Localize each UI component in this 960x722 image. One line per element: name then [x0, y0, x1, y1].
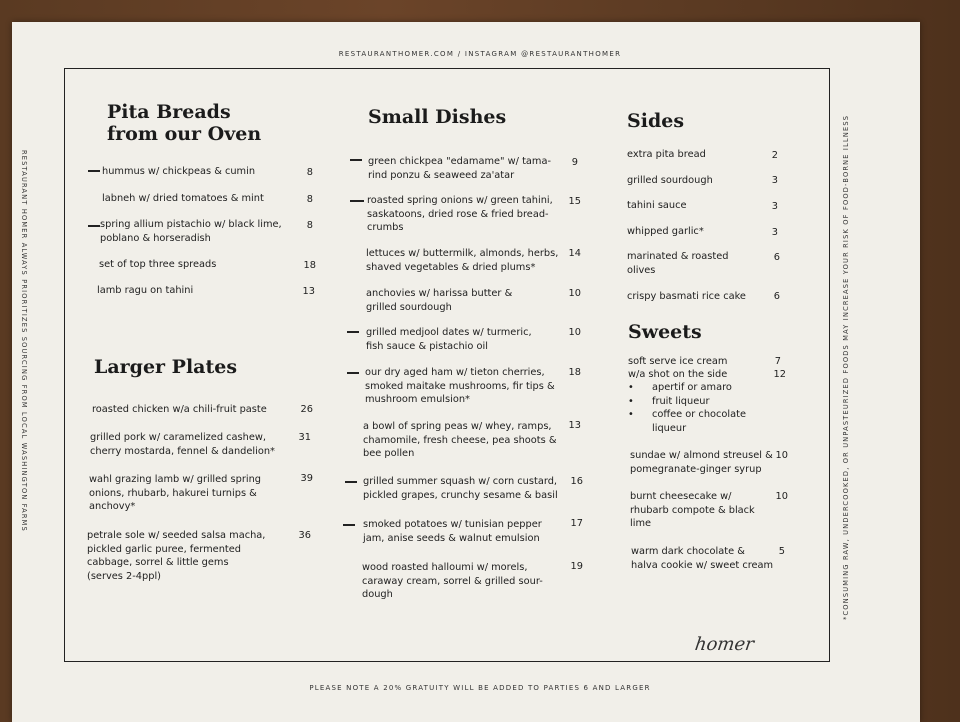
menu-item-price: 10 [568, 288, 581, 299]
menu-item: lamb ragu on tahini [97, 285, 194, 296]
menu-item-price: 16 [570, 476, 583, 487]
sourcing-note: RESTAURANT HOMER ALWAYS PRIORITIZES SOURCING FROM LOCAL WASHINGTON FARMS [20, 150, 28, 532]
menu-item: sundae w/ almond streusel & pomegranate-ginger syrup [630, 450, 773, 475]
menu-item-price: 5 [778, 546, 785, 557]
menu-item-price: 18 [303, 260, 316, 271]
menu-item: spring allium pistachio w/ black lime, poblano & horseradish [100, 219, 282, 244]
menu-item-price: 8 [306, 220, 313, 231]
menu-item: a bowl of spring peas w/ whey, ramps, chamomile, fresh cheese, pea shoots & bee pollen [363, 421, 557, 459]
section-title-sides: Sides [627, 110, 685, 132]
pen-mark [345, 481, 357, 483]
menu-item: smoked potatoes w/ tunisian pepper jam, anise seeds & walnut emulsion [363, 519, 542, 544]
menu-item: grilled medjool dates w/ turmeric, fish sauce & pistachio oil [366, 327, 532, 352]
menu-item: marinated & roasted olives [627, 251, 729, 276]
menu-item-price: 10 [775, 491, 788, 502]
menu-item: tahini sauce [627, 200, 687, 211]
menu-item-price: 39 [300, 473, 313, 484]
menu-item: soft serve ice cream [628, 356, 728, 367]
menu-item: roasted spring onions w/ green tahini, saskatoons, dried rose & fried bread- crumbs [367, 195, 553, 233]
menu-item-price: 6 [773, 291, 780, 302]
menu-item-price: 31 [298, 432, 311, 443]
gratuity-note: PLEASE NOTE A 20% GRATUITY WILL BE ADDED TO PARTIES 6 AND LARGER [309, 684, 651, 692]
shot-option: • apertif or amaro [652, 381, 746, 395]
menu-item-price: 19 [570, 561, 583, 572]
menu-item: set of top three spreads [99, 259, 217, 270]
menu-item: hummus w/ chickpeas & cumin [102, 166, 256, 177]
menu-item-price: 12 [773, 369, 786, 380]
section-title-small-dishes: Small Dishes [368, 106, 507, 128]
menu-item: whipped garlic* [627, 226, 704, 237]
menu-item: wood roasted halloumi w/ morels, caraway cream, sorrel & grilled sour- dough [362, 562, 543, 600]
menu-item: green chickpea "edamame" w/ tama- rind ponzu & seaweed za'atar [368, 156, 551, 181]
shot-option: • coffee or chocolate liqueur [652, 408, 746, 435]
menu-item-price: 18 [568, 367, 581, 378]
menu-item-price: 9 [571, 157, 578, 168]
menu-item-price: 15 [568, 196, 581, 207]
shot-options-list [652, 381, 746, 435]
menu-item-price: 10 [568, 327, 581, 338]
menu-item-price: 13 [302, 286, 315, 297]
menu-item-price: 17 [570, 518, 583, 529]
menu-item: grilled sourdough [627, 175, 713, 186]
section-title-larger-plates: Larger Plates [94, 356, 238, 378]
menu-item: roasted chicken w/a chili-fruit paste [92, 404, 267, 415]
menu-item: labneh w/ dried tomatoes & mint [102, 193, 264, 204]
menu-item: w/a shot on the side [628, 369, 728, 380]
menu-item: warm dark chocolate & halva cookie w/ sweet cream [631, 546, 774, 571]
menu-item: crispy basmati rice cake [627, 291, 746, 302]
menu-item: extra pita bread [627, 149, 706, 160]
section-title-pita: Pita Breads from our Oven [107, 101, 262, 145]
homer-logo: homer [693, 634, 756, 655]
pen-mark [350, 159, 362, 161]
menu-item: grilled pork w/ caramelized cashew, cherry mostarda, fennel & dandelion* [90, 432, 275, 457]
menu-item-price: 13 [568, 420, 581, 431]
food-safety-note: *CONSUMING RAW, UNDERCOOKED, OR UNPASTEURIZED FOODS MAY INCREASE YOUR RISK OF FOOD-BORNE ILLNESS [842, 114, 850, 620]
contact-line: RESTAURANTHOMER.COM / INSTAGRAM @RESTAURANTHOMER [338, 50, 622, 58]
menu-item: grilled summer squash w/ corn custard, pickled grapes, crunchy sesame & basil [363, 476, 558, 501]
menu-item-price: 3 [771, 175, 778, 186]
section-title-sweets: Sweets [628, 321, 702, 343]
menu-item-price: 36 [298, 530, 311, 541]
menu-item: anchovies w/ harissa butter & grilled sourdough [366, 288, 513, 313]
menu-item: our dry aged ham w/ tieton cherries, smoked maitake mushrooms, fir tips & mushroom emulsion* [365, 367, 555, 405]
pen-mark [347, 372, 359, 374]
pen-mark [88, 225, 100, 227]
pen-mark [347, 331, 359, 333]
menu-item-price: 14 [568, 248, 581, 259]
shot-option: • fruit liqueur [652, 395, 746, 409]
menu-item-price: 8 [306, 194, 313, 205]
menu-item: lettuces w/ buttermilk, almonds, herbs, shaved vegetables & dried plums* [366, 248, 559, 273]
pen-mark [343, 524, 355, 526]
menu-item-price: 8 [306, 167, 313, 178]
menu-item-price: 3 [771, 201, 778, 212]
menu-item: petrale sole w/ seeded salsa macha, pickled garlic puree, fermented cabbage, sorrel & little gems (serves 2-4ppl) [87, 530, 266, 582]
menu-item-price: 3 [771, 227, 778, 238]
menu-item: wahl grazing lamb w/ grilled spring onions, rhubarb, hakurei turnips & anchovy* [89, 474, 262, 512]
menu-item-price: 2 [771, 150, 778, 161]
menu-item-price: 7 [774, 356, 781, 367]
pen-mark [350, 200, 364, 202]
pen-mark [88, 170, 100, 172]
menu-item-price: 6 [773, 252, 780, 263]
menu-item-price: 26 [300, 404, 313, 415]
menu-item: burnt cheesecake w/ rhubarb compote & black lime [630, 491, 755, 529]
menu-item-price: 10 [775, 450, 788, 461]
